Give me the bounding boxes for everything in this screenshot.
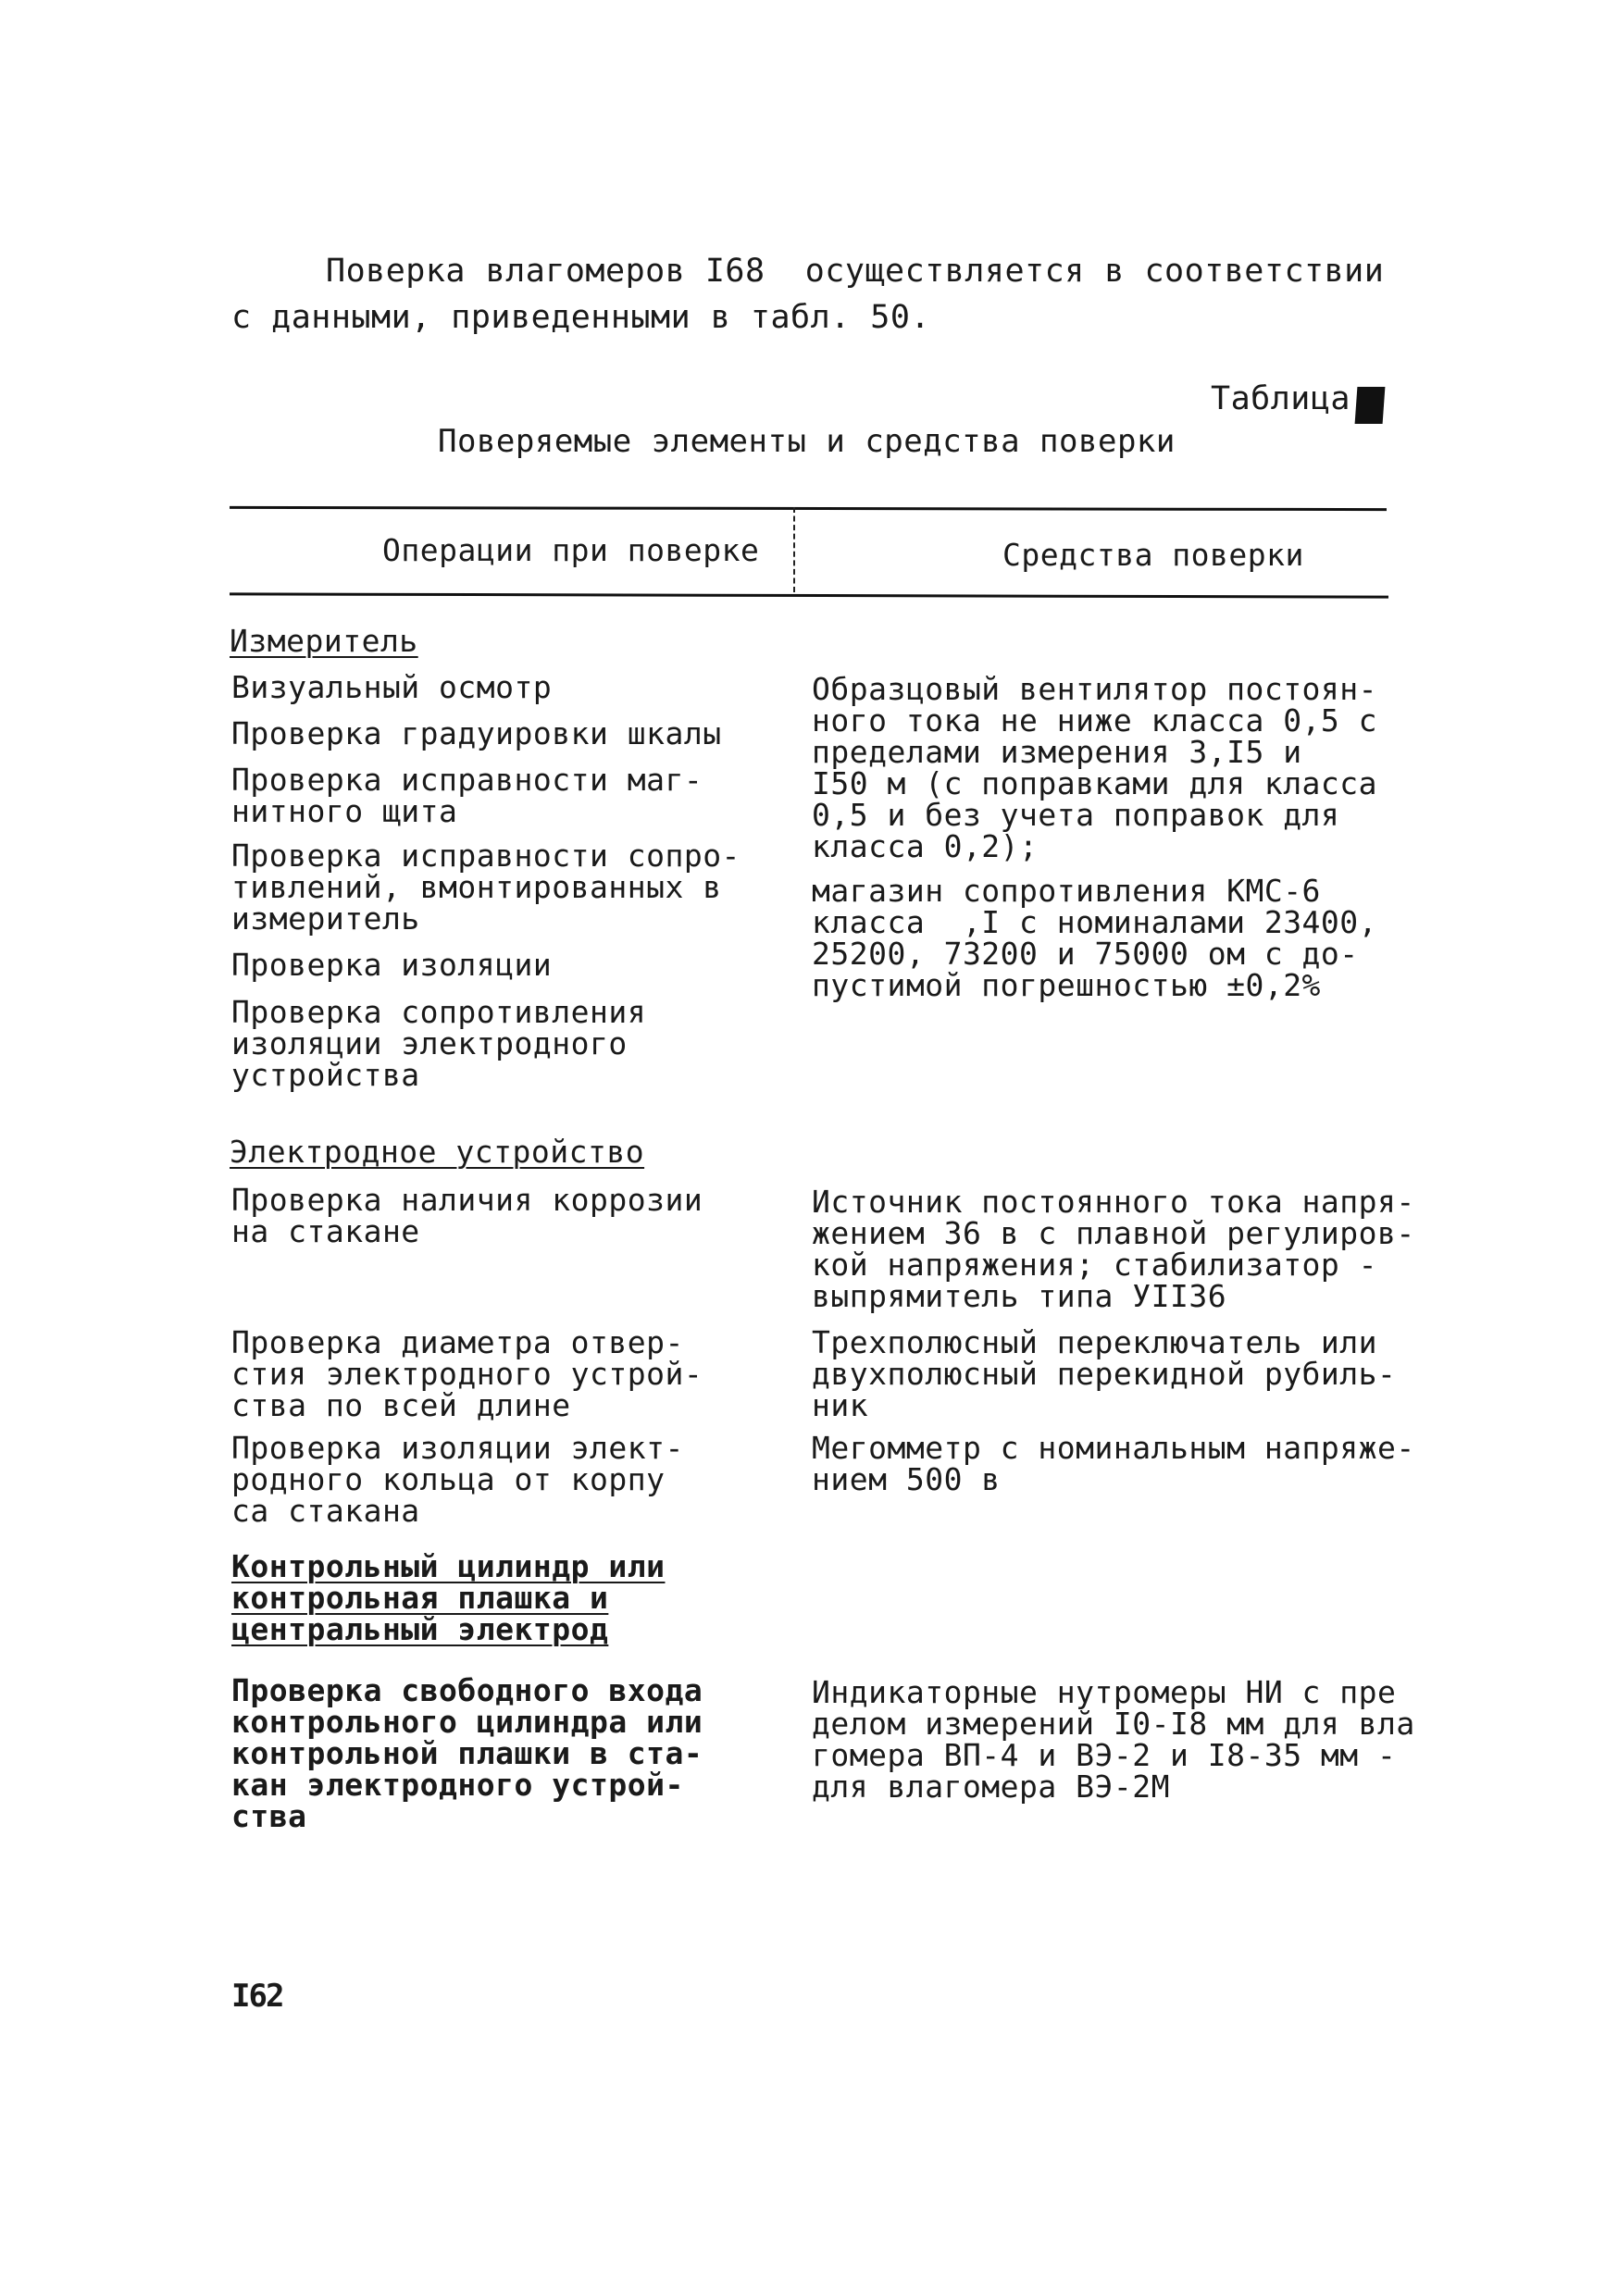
op-insulation-resistance: Проверка сопротивления изоляции электродного устройства	[231, 994, 647, 1093]
table-number-blot	[1355, 387, 1386, 424]
column-divider	[793, 507, 795, 592]
op-magnetic-shield: Проверка исправности маг- нитного щита	[231, 762, 703, 829]
op-insulation: Проверка изоляции	[231, 947, 553, 983]
op-visual-inspection: Визуальный осмотр	[231, 669, 553, 705]
means-reference-fan: Образцовый вентилятор постоян- ного тока не ниже класса 0,5 с пределами измерения 3,I5 и I50 м (с поправками для класса 0,5 и без учета поправок для класса 0,2);	[812, 671, 1378, 864]
section-heading-control-cylinder-3: центральный электрод	[231, 1611, 609, 1647]
intro-line-1: Поверка влагомеров I68 осуществляется в соответствии	[326, 253, 1385, 290]
op-hole-diameter: Проверка диаметра отвер- стия электродного устрой- ства по всей длине	[231, 1324, 703, 1423]
means-bore-gauges: Индикаторные нутромеры НИ с пре делом измерений I0-I8 мм для вла гомера ВП-4 и ВЭ-2 и I8-35 мм - для влагомера ВЭ-2М	[812, 1674, 1415, 1805]
means-switch: Трехполюсный переключатель или двухполюсный перекидной рубиль- ник	[812, 1324, 1397, 1423]
column-header-operations: Операции при поверке	[382, 532, 760, 568]
section-heading-meter: Измеритель	[230, 623, 418, 659]
section-heading-electrode-device: Электродное устройство	[230, 1134, 645, 1170]
means-megohmmeter: Мегомметр с номинальным напряже- нием 500 в	[812, 1430, 1415, 1497]
table-label: Таблица	[1211, 380, 1351, 417]
op-free-entry: Проверка свободного входа контрольного цилиндра или контрольной плашки в ста- кан электродного устрой- ства	[231, 1672, 703, 1834]
section-heading-control-cylinder-2: контрольная плашка и	[231, 1580, 609, 1616]
table-title: Поверяемые элементы и средства поверки	[438, 423, 1176, 460]
means-dc-source: Источник постоянного тока напря- жением 36 в с плавной регулиров- кой напряжения; стабилизатор - выпрямитель типа УII36	[812, 1184, 1415, 1314]
op-corrosion-check: Проверка наличия коррозии на стакане	[231, 1182, 703, 1249]
op-resistors: Проверка исправности сопро- тивлений, вмонтированных в измеритель	[231, 838, 741, 937]
op-ring-insulation: Проверка изоляции элект- родного кольца от корпу са стакана	[231, 1430, 684, 1529]
section-heading-control-cylinder-1: Контрольный цилиндр или	[231, 1548, 666, 1584]
column-header-means: Средства поверки	[1002, 537, 1304, 573]
table-header-bottom-rule	[230, 592, 1388, 598]
intro-line-2: с данными, приведенными в табл. 50.	[231, 299, 931, 336]
means-resistance-box: магазин сопротивления КМС-6 класса ,I с номиналами 23400, 25200, 73200 и 75000 ом с до- пустимой погрешностью ±0,2%	[812, 873, 1378, 1003]
page-number: I62	[231, 1978, 283, 2015]
table-top-rule	[230, 506, 1387, 511]
op-scale-calibration: Проверка градуировки шкалы	[231, 715, 722, 751]
